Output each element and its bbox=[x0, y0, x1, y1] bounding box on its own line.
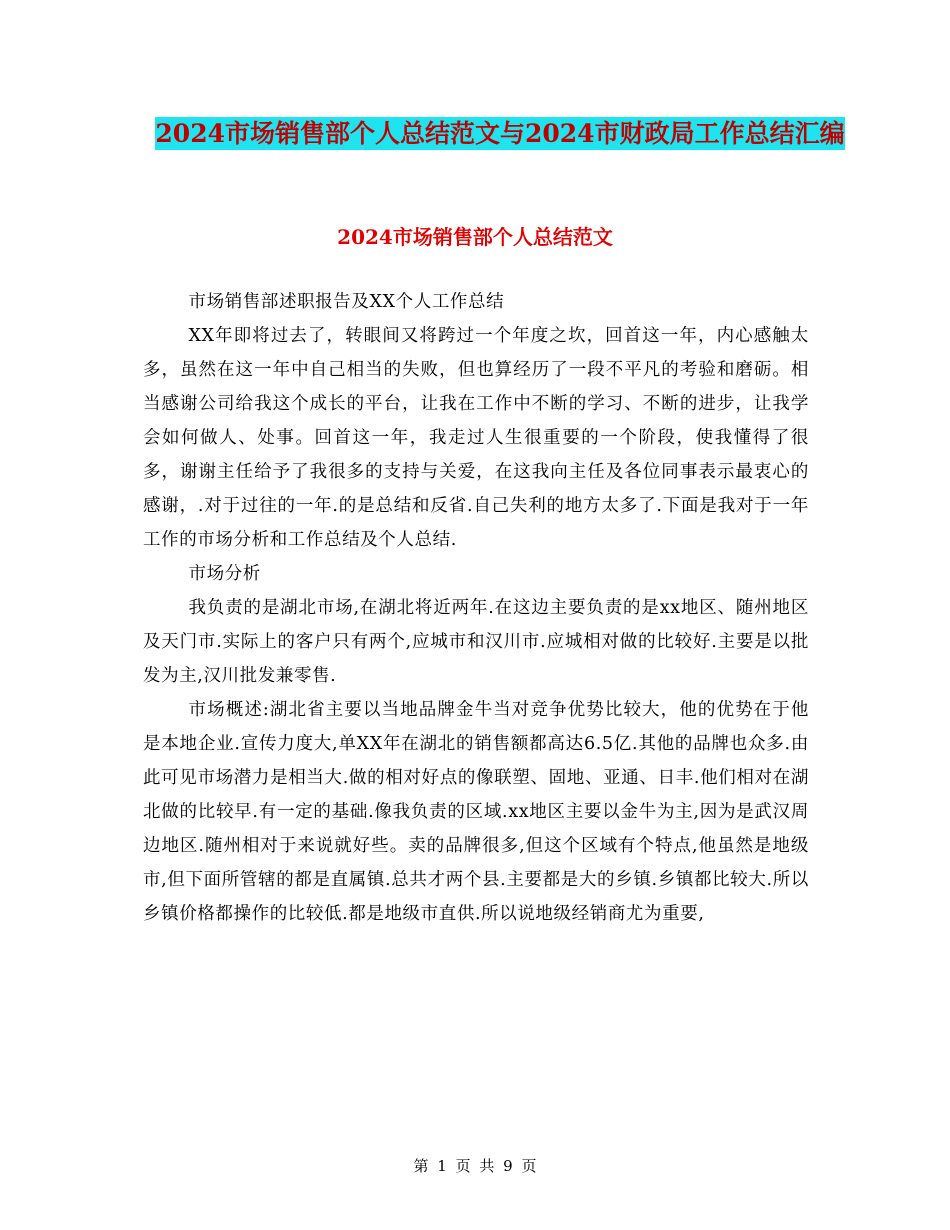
page-footer: 第 1 页 共 9 页 bbox=[413, 1157, 537, 1175]
paragraph-market-overview: 市场概述:湖北省主要以当地品牌金牛当对竞争优势比较大，他的优势在于他是本地企业.宣传力度大,单XX年在湖北的销售额都高达6.5亿.其他的品牌也众多.由此可见市场潜力是相当大.做的相对好点的像联塑、固地、亚通、日丰.他们相对在湖北做的比较早.有一定的基础.像我负责的区域.xx地区主要以金牛为主,因为是武汉周边地区.随州相对于来说就好些。卖的品牌很多,但这个区域有个特点,他虽然是地级市,但下面所管辖的都是直属镇.总共才两个县.主要都是大的乡镇.乡镇都比较大.所以乡镇价格都操作的比较低.都是地级市直供.所以说地级经销商尤为重要, bbox=[143, 700, 809, 924]
document-title bbox=[150, 110, 850, 158]
section-heading: 2024市场销售部个人总结范文 bbox=[337, 225, 613, 249]
paragraph-intro: XX年即将过去了，转眼间又将跨过一个年度之坎，回首这一年，内心感触太多，虽然在这一年中自己相当的失败，但也算经历了一段不平凡的考验和磨砺。相当感谢公司给我这个成长的平台，让我在工作中不断的学习、不断的进步，让我学会如何做人、处事。回首这一年，我走过人生很重要的一个阶段，使我懂得了很多，谢谢主任给予了我很多的支持与关爱，在这我向主任及各位同事表示最衷心的感谢，.对于过往的一年.的是总结和反省.自己失利的地方太多了.下面是我对于一年工作的市场分析和工作总结及个人总结. bbox=[143, 326, 809, 550]
document-title-text: 2024市场销售部个人总结范文与2024市财政局工作总结汇编 bbox=[155, 119, 845, 148]
paragraph-responsibility: 我负责的是湖北市场,在湖北将近两年.在这边主要负责的是xx地区、随州地区及天门市.实际上的客户只有两个,应城市和汉川市.应城相对做的比较好.主要是以批发为主,汉川批发兼零售. bbox=[143, 598, 809, 686]
paragraph-market-analysis-heading: 市场分析 bbox=[188, 564, 261, 584]
paragraph-report-title: 市场销售部述职报告及XX个人工作总结 bbox=[188, 292, 505, 312]
document-body bbox=[143, 285, 809, 931]
